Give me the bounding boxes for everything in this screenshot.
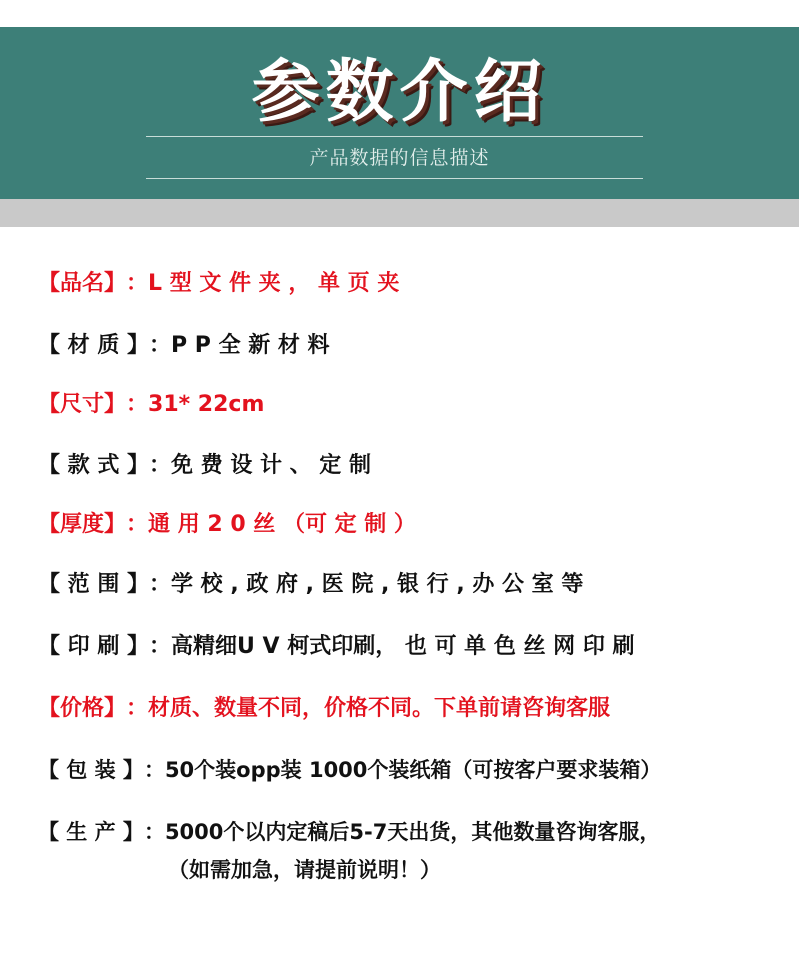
param-colon: ： xyxy=(148,333,171,358)
param-colon: ： xyxy=(148,453,171,478)
divider-bottom xyxy=(146,178,643,179)
top-margin xyxy=(0,0,799,27)
param-colon: ： xyxy=(143,820,165,844)
param-label: 【厚度】 xyxy=(38,512,127,537)
param-row-size xyxy=(38,391,264,419)
param-row-style xyxy=(38,452,371,480)
param-value: 31* 22cm xyxy=(148,392,265,417)
param-value: L 型 文 件 夹 ， 单 页 夹 xyxy=(148,271,400,296)
param-label: 【 材 质 】 xyxy=(38,333,149,358)
separator-band xyxy=(0,199,799,227)
param-colon: ： xyxy=(148,634,171,659)
param-row-thickness xyxy=(38,511,416,539)
param-value: P P 全 新 材 料 xyxy=(171,333,330,358)
param-row-material xyxy=(38,332,330,360)
param-colon: ： xyxy=(148,572,171,597)
param-row-printing xyxy=(38,633,634,661)
param-value: 50个装opp装 1000个装纸箱（可按客户要求装箱） xyxy=(164,758,662,782)
param-value: 高精细U V 柯式印刷， 也 可 单 色 丝 网 印 刷 xyxy=(171,634,635,659)
param-value: 通 用 2 0 丝 （可 定 制 ） xyxy=(148,512,416,537)
param-row-price xyxy=(38,695,610,723)
param-value: 免 费 设 计 、 定 制 xyxy=(171,453,371,478)
param-value: 5000个以内定稿后5-7天出货，其他数量咨询客服， xyxy=(164,820,661,844)
param-label: 【价格】 xyxy=(38,696,127,721)
param-colon: ： xyxy=(126,696,149,721)
param-label: 【 生 产 】 xyxy=(38,820,144,844)
param-label: 【 印 刷 】 xyxy=(38,634,149,659)
param-production-note: （如需加急，请提前说明！） xyxy=(168,858,441,882)
param-label: 【品名】 xyxy=(38,271,127,296)
param-colon: ： xyxy=(126,512,149,537)
param-colon: ： xyxy=(126,271,149,296)
divider-top xyxy=(146,136,643,137)
param-value: 学 校 , 政 府 , 医 院 , 银 行 , 办 公 室 等 xyxy=(171,572,584,597)
header-banner xyxy=(0,27,799,199)
param-value: 材质、数量不同，价格不同。下单前请咨询客服 xyxy=(148,696,611,721)
param-row-packaging xyxy=(38,756,661,784)
param-label: 【 范 围 】 xyxy=(38,572,149,597)
param-label: 【 包 装 】 xyxy=(38,758,144,782)
param-row-production xyxy=(38,818,660,846)
page-subtitle: 产品数据的信息描述 xyxy=(309,147,490,169)
page-title: 参数介绍 xyxy=(251,53,548,132)
param-label: 【尺寸】 xyxy=(38,392,127,417)
param-label: 【 款 式 】 xyxy=(38,453,149,478)
param-colon: ： xyxy=(126,392,149,417)
param-colon: ： xyxy=(143,758,165,782)
param-row-scope xyxy=(38,571,583,599)
param-row-name xyxy=(38,270,399,298)
